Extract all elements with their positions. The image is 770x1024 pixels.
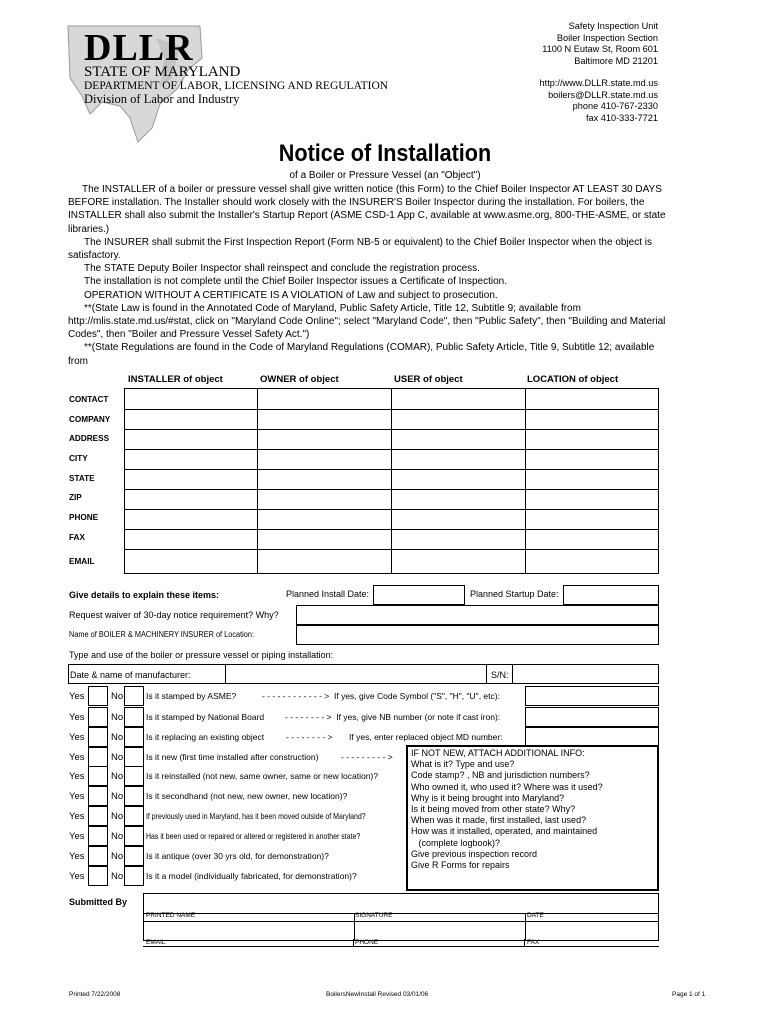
- instruction-paragraph: **(State Law is found in the Annotated Code of Maryland, Public Safety Article, Title 12, Subtitle 9; available from http://mlis.state.md.us/#stat, click on "Maryland Code Online"; select "Maryland Code", then "Public Safety", then "Building and Material Codes", then "Boiler and Pressure Vessel Safety Act."): [68, 302, 666, 341]
- sn-field[interactable]: [512, 664, 659, 684]
- info-line: What is it? Type and use?: [411, 759, 515, 770]
- sn-label: S/N:: [491, 670, 509, 680]
- phone-number: phone 410-767-2330: [572, 101, 658, 111]
- submitted-by-heading: Submitted By: [69, 897, 128, 907]
- date-field[interactable]: [524, 919, 659, 941]
- email-label: EMAIL: [146, 939, 166, 946]
- question-text: Has it been used or repaired or altered or registered in another state?: [146, 831, 361, 841]
- no-checkbox[interactable]: [124, 747, 144, 767]
- row-label-state: STATE: [69, 474, 95, 483]
- yes-checkbox[interactable]: [88, 866, 108, 886]
- divider: [524, 939, 525, 947]
- no-label: No: [111, 752, 124, 763]
- question-followup: - - - - - - - - > If yes, give NB number (or note if cast iron):: [285, 712, 501, 722]
- instruction-paragraph: The INSURER shall submit the First Inspection Report (Form NB-5 or equivalent) to the Chief Boiler Inspector when the object is satisfactory.: [68, 236, 653, 262]
- column-header-installer: INSTALLER of object: [128, 374, 223, 385]
- yes-checkbox[interactable]: [88, 686, 108, 706]
- dllr-logo-text: DLLR: [84, 27, 194, 69]
- no-label: No: [111, 771, 124, 782]
- question-text: Is it secondhand (not new, new owner, new location)?: [146, 791, 348, 801]
- info-line: Who owned it, who used it? Where was it used?: [411, 781, 603, 792]
- phone-label: PHONE: [355, 939, 379, 946]
- no-checkbox[interactable]: [124, 727, 144, 747]
- form-title: Notice of Installation: [278, 140, 492, 167]
- column-header-location: LOCATION of object: [527, 374, 619, 385]
- additional-info-box: [406, 745, 659, 891]
- footer-file-name: BoilersNewInstall Revised 03/01/06: [326, 991, 429, 998]
- yes-label: Yes: [69, 691, 85, 702]
- email-link[interactable]: boilers@DLLR.state.md.us: [548, 89, 658, 100]
- details-heading: Give details to explain these items:: [69, 590, 220, 600]
- yes-checkbox[interactable]: [88, 707, 108, 727]
- instruction-paragraph: **(State Regulations are found in the Code of Maryland Regulations (COMAR), Public Safety Article, Title 9, Subtitle 12; available from: [68, 342, 655, 367]
- no-label: No: [111, 691, 124, 702]
- info-line: Give previous inspection record: [411, 848, 538, 859]
- fax-label: FAX: [527, 939, 540, 946]
- no-label: No: [111, 871, 124, 882]
- question-answer-field[interactable]: [525, 707, 659, 727]
- yes-label: Yes: [69, 771, 85, 782]
- row-label-contact: CONTACT: [69, 395, 109, 404]
- row-label-email: EMAIL: [69, 557, 95, 566]
- insurer-field[interactable]: [296, 625, 659, 645]
- type-use-label: Type and use of the boiler or pressure vessel or piping installation:: [69, 650, 334, 660]
- divider: [353, 939, 354, 947]
- manufacturer-field[interactable]: [225, 664, 487, 684]
- row-label-zip: ZIP: [69, 493, 82, 502]
- no-checkbox[interactable]: [124, 786, 144, 806]
- no-checkbox[interactable]: [124, 707, 144, 727]
- no-label: No: [111, 732, 124, 743]
- manufacturer-label: Date & name of manufacturer:: [70, 670, 191, 680]
- question-text: Is it new (first time installed after construction): [146, 752, 319, 762]
- no-label: No: [111, 712, 124, 723]
- info-line: IF NOT NEW, ATTACH ADDITIONAL INFO:: [411, 748, 585, 758]
- instruction-paragraph: The STATE Deputy Boiler Inspector shall reinspect and conclude the registration process.: [84, 263, 480, 275]
- no-checkbox[interactable]: [124, 866, 144, 886]
- footer-page-number: Page 1 of 1: [672, 991, 706, 998]
- info-line: How was it installed, operated, and maintained: [411, 826, 598, 837]
- instructions: [68, 183, 668, 368]
- fax-number: fax 410-333-7721: [585, 112, 658, 123]
- question-followup: - - - - - - - - - >: [341, 752, 393, 762]
- contact-grid[interactable]: [124, 388, 659, 574]
- footer-printed-date: Printed 7/22/2008: [69, 991, 121, 998]
- contact-line: [143, 946, 659, 947]
- question-text: Is it reinstalled (not new, same owner, same or new location)?: [146, 771, 378, 781]
- yes-checkbox[interactable]: [88, 747, 108, 767]
- division-name: Division of Labor and Industry: [84, 92, 240, 106]
- column-header-owner: OWNER of object: [260, 374, 339, 385]
- row-label-address: ADDRESS: [69, 434, 110, 443]
- printed-name-label: PRINTED NAME: [146, 912, 196, 919]
- signature-field[interactable]: [353, 919, 524, 941]
- install-date-label: Planned Install Date:: [286, 589, 370, 599]
- waiver-field[interactable]: [296, 605, 659, 625]
- yes-checkbox[interactable]: [88, 846, 108, 866]
- department-name: DEPARTMENT OF LABOR, LICENSING AND REGULATION: [84, 80, 389, 92]
- row-label-fax: FAX: [69, 533, 85, 542]
- address-line: Boiler Inspection Section: [556, 32, 658, 43]
- question-followup: - - - - - - - - - - - - > If yes, give Code Symbol ("S", "H", "U", etc):: [262, 691, 500, 701]
- info-line: Code stamp? , NB and jurisdiction numbers?: [411, 770, 590, 781]
- yes-checkbox[interactable]: [88, 727, 108, 747]
- no-checkbox[interactable]: [124, 826, 144, 846]
- address-line: Safety Inspection Unit: [568, 21, 658, 31]
- startup-date-field[interactable]: [563, 585, 659, 605]
- info-line: (complete logbook)?: [411, 837, 501, 848]
- no-label: No: [111, 851, 124, 862]
- yes-label: Yes: [69, 831, 85, 842]
- question-text: If previously used in Maryland, has it been moved outside of Maryland?: [146, 811, 366, 821]
- question-text: Is it replacing an existing object: [146, 732, 265, 742]
- no-checkbox[interactable]: [124, 686, 144, 706]
- yes-label: Yes: [69, 712, 85, 723]
- column-header-user: USER of object: [394, 374, 463, 385]
- yes-checkbox[interactable]: [88, 786, 108, 806]
- instruction-paragraph: The installation is not complete until the Chief Boiler Inspector issues a Certificate of Inspection.: [84, 276, 507, 288]
- form-subtitle: of a Boiler or Pressure Vessel (an "Object"): [289, 170, 481, 181]
- date-label: DATE: [527, 912, 544, 919]
- printed-name-field[interactable]: [143, 919, 353, 941]
- no-label: No: [111, 831, 124, 842]
- yes-checkbox[interactable]: [88, 766, 108, 786]
- yes-label: Yes: [69, 732, 85, 743]
- waiver-label: Request waiver of 30-day notice requirement? Why?: [69, 610, 279, 620]
- info-line: Why is it being brought into Maryland?: [411, 792, 565, 803]
- question-text: Is it antique (over 30 yrs old, for demonstration)?: [146, 851, 329, 861]
- yes-checkbox[interactable]: [88, 806, 108, 826]
- address-line: Baltimore MD 21201: [574, 55, 658, 66]
- question-answer-field[interactable]: [525, 727, 659, 747]
- state-name: STATE OF MARYLAND: [84, 64, 241, 80]
- yes-label: Yes: [69, 871, 85, 882]
- no-checkbox[interactable]: [124, 846, 144, 866]
- signature-label: SIGNATURE: [355, 912, 393, 919]
- no-checkbox[interactable]: [124, 806, 144, 826]
- yes-label: Yes: [69, 851, 85, 862]
- question-text: Is it a model (individually fabricated, for demonstration)?: [146, 871, 357, 881]
- startup-date-label: Planned Startup Date:: [470, 589, 559, 599]
- office-address: [540, 21, 658, 124]
- question-answer-field[interactable]: [525, 686, 659, 706]
- no-label: No: [111, 811, 124, 822]
- website-link[interactable]: http://www.DLLR.state.md.us: [539, 78, 658, 88]
- address-line: 1100 N Eutaw St, Room 601: [542, 44, 658, 54]
- insurer-label: Name of BOILER & MACHINERY INSURER of Location:: [69, 630, 255, 639]
- yes-label: Yes: [69, 811, 85, 822]
- info-line: When was it made, first installed, last used?: [411, 815, 587, 826]
- question-text: Is it stamped by National Board: [146, 712, 265, 722]
- install-date-field[interactable]: [373, 585, 465, 605]
- yes-label: Yes: [69, 752, 85, 763]
- info-line: Give R Forms for repairs: [411, 860, 510, 871]
- question-text: Is it stamped by ASME?: [146, 691, 237, 701]
- no-checkbox[interactable]: [124, 766, 144, 786]
- yes-checkbox[interactable]: [88, 826, 108, 846]
- question-followup: - - - - - - - - > If yes, enter replaced object MD number:: [286, 732, 503, 742]
- row-label-company: COMPANY: [69, 415, 111, 424]
- no-label: No: [111, 791, 124, 802]
- instruction-paragraph: The INSTALLER of a boiler or pressure vessel shall give written notice (this Form) to the Chief Boiler Inspector AT LEAST 30 DAYS BEFORE installation. The Installer should work closely with the INSURER'S Boiler Inspector during the installation. For boilers, the INSTALLER shall also submit the Installer's Startup Report (ASME CSD-1 App C, available at www.asme.org, 800-THE-ASME, or state libraries.): [68, 184, 666, 235]
- instruction-paragraph: OPERATION WITHOUT A CERTIFICATE IS A VIOLATION of Law and subject to prosecution.: [84, 289, 498, 301]
- row-label-city: CITY: [69, 454, 88, 463]
- yes-label: Yes: [69, 791, 85, 802]
- info-line: Is it being moved from other state? Why?: [411, 804, 576, 815]
- row-label-phone: PHONE: [69, 513, 99, 522]
